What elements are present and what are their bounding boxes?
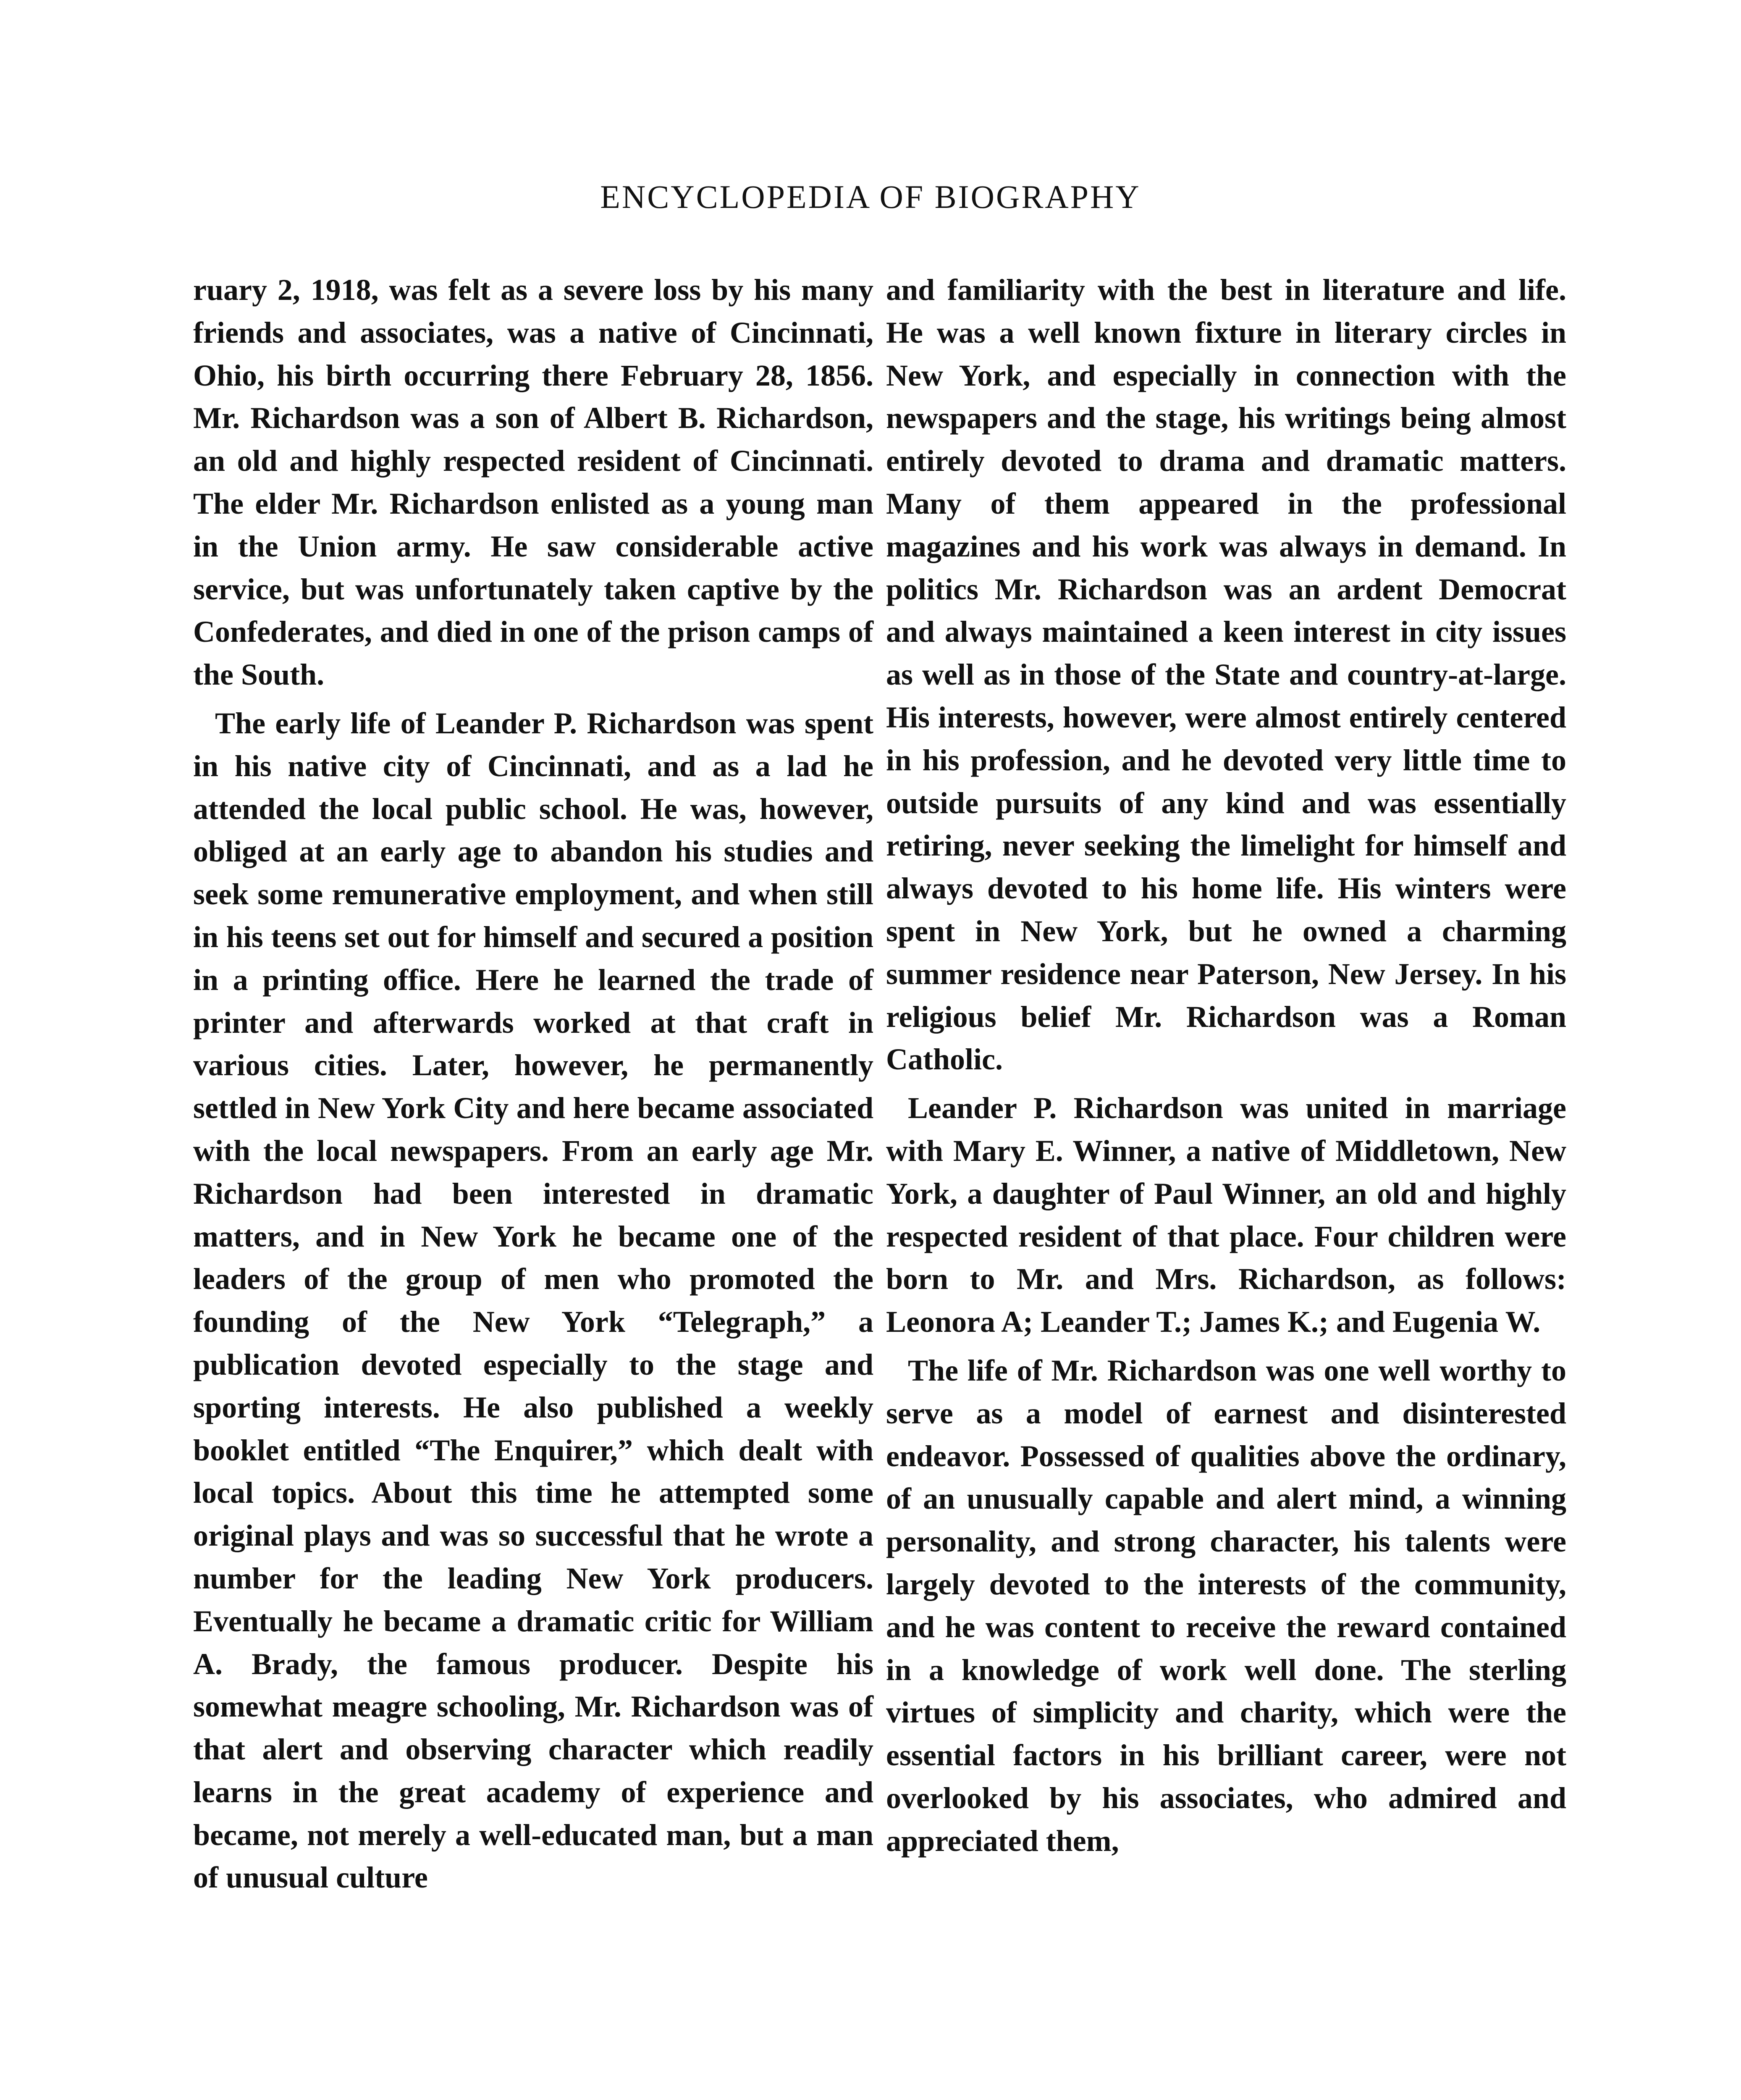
right-column [886, 269, 1566, 1862]
left-column [193, 269, 873, 1899]
paragraph: The life of Mr. Richardson was one well worthy to serve as a model of earnest and disinterested endeavor. Possessed of qualities above the ordinary, of an unusually capable and alert mind, a winning personality, and strong character, his talents were largely devoted to the interests of the community, and he was content to receive the reward contained in a knowledge of work well done. The sterling virtues of simplicity and charity, which were the essential factors in his brilliant career, were not overlooked by his associates, who admired and appreciated them, [886, 1353, 1566, 1858]
paragraph: Leander P. Richardson was united in marriage with Mary E. Winner, a native of Middletown, New York, a daughter of Paul Winner, an old and highly respected resident of that place. Four children were born to Mr. and Mrs. Richardson, as follows: Leonora A; Leander T.; James K.; and Eugenia W. [886, 1091, 1566, 1339]
paragraph: and familiarity with the best in literature and life. He was a well known fixture in literary circles in New York, and especially in connection with the newspapers and the stage, his writings being almost entirely devoted to drama and dramatic matters. Many of them appeared in the professional magazines and his work was always in demand. In politics Mr. Richardson was an ardent Democrat and always maintained a keen interest in city issues as well as in those of the State and country-at-large. His interests, however, were almost entirely centered in his profession, and he devoted very little time to outside pursuits of any kind and was essentially retiring, never seeking the limelight for himself and always devoted to his home life. His winters were spent in New York, but he owned a charming summer residence near Paterson, New Jersey. In his religious belief Mr. Richardson was a Roman Catholic. [886, 273, 1566, 1076]
running-title: ENCYCLOPEDIA OF BIOGRAPHY [600, 178, 1141, 215]
paragraph: The early life of Leander P. Richardson was spent in his native city of Cincinnati, and as a lad he attended the local public school. He was, however, obliged at an early age to abandon his studies and seek some remunerative employment, and when still in his teens set out for himself and secured a position in a printing office. Here he learned the trade of printer and afterwards worked at that craft in various cities. Later, however, he permanently settled in New York City and here became associated with the local newspapers. From an early age Mr. Richardson had been interested in dramatic matters, and in New York he became one of the leaders of the group of men who promoted the founding of the New York “Telegraph,” a publication devoted especially to the stage and sporting interests. He also published a weekly booklet entitled “The Enquirer,” which dealt with local topics. About this time he attempted some original plays and was so successful that he wrote a number for the leading New York producers. Eventually he became a dramatic critic for William A. Brady, the famous producer. Despite his somewhat meagre schooling, Mr. Richardson was of that alert and observing character which readily learns in the great academy of experience and became, not merely a well-educated man, but a man of unusual culture [193, 706, 873, 1895]
paragraph: ruary 2, 1918, was felt as a severe loss by his many friends and associates, was a native of Cincinnati, Ohio, his birth occurring there February 28, 1856. Mr. Richardson was a son of Albert B. Richardson, an old and highly respected resident of Cincinnati. The elder Mr. Richardson enlisted as a young man in the Union army. He saw considerable active service, but was unfortunately taken captive by the Confederates, and died in one of the prison camps of the South. [193, 273, 873, 692]
